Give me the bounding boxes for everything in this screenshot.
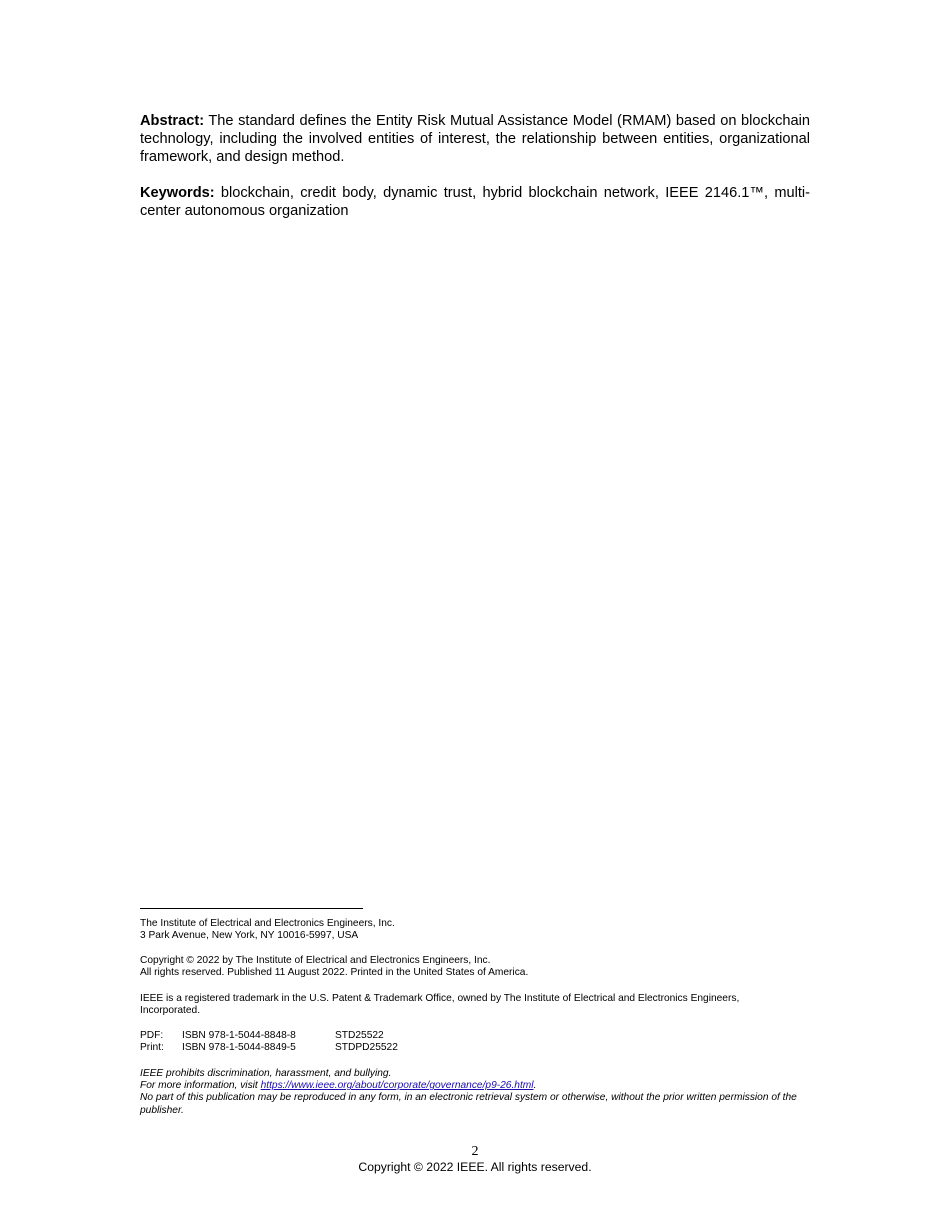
abstract-section [140,112,810,166]
isbn-row-print [140,1042,810,1054]
copyright-notice [140,955,810,979]
publisher-info [140,918,810,942]
policy-link[interactable]: https://www.ieee.org/about/corporate/governance/p9-26.html [260,1080,534,1092]
footnote-divider [140,908,363,909]
more-info-prefix: For more information, visit [140,1080,261,1092]
copyright-line: Copyright © 2022 by The Institute of Electrical and Electronics Engineers, Inc. [140,955,491,966]
trademark-notice [140,993,740,1017]
trademark-text: IEEE is a registered trademark in the U.S. Patent & Trademark Office, owned by The Institute of Electrical and Electronics Engineers, Incorporated. [140,993,740,1017]
isbn-format: Print: [140,1042,164,1054]
abstract-label: Abstract: [140,113,205,129]
page-number: 2 [471,1144,479,1159]
isbn-table [140,1030,810,1054]
reproduction-notice: No part of this publication may be reproduced in any form, in an electronic retrieval system or otherwise, without the prior written permission of the publisher. [140,1092,797,1116]
isbn-code: STDPD25522 [335,1042,398,1054]
abstract-paragraph [140,112,810,166]
keywords-text: blockchain, credit body, dynamic trust, hybrid blockchain network, IEEE 2146.1™, multi-center autonomous organization [140,185,810,219]
isbn-format: PDF: [140,1030,164,1041]
isbn-number: ISBN 978-1-5044-8849-5 [182,1042,296,1054]
abstract-text: The standard defines the Entity Risk Mutual Assistance Model (RMAM) based on blockchain technology, including the involved entities of interest, the relationship between entities, organizational framework, and design method. [140,113,810,165]
keywords-label: Keywords: [140,185,215,201]
publisher-address: 3 Park Avenue, New York, NY 10016-5997, USA [140,930,359,942]
isbn-number: ISBN 978-1-5044-8848-8 [182,1030,296,1041]
page-footer: Copyright © 2022 IEEE. All rights reserved. [358,1160,592,1174]
isbn-row-pdf [140,1030,810,1042]
keywords-paragraph [140,184,810,220]
policy-statement: IEEE prohibits discrimination, harassment, and bullying. [140,1068,392,1079]
isbn-code: STD25522 [335,1030,384,1041]
keywords-section [140,184,810,220]
publisher-name: The Institute of Electrical and Electronics Engineers, Inc. [140,918,395,929]
policy-more-info [140,1080,810,1092]
policy-notice [140,1068,810,1117]
rights-line: All rights reserved. Published 11 August 2022. Printed in the United States of America. [140,967,529,979]
more-info-suffix: . [533,1080,537,1092]
